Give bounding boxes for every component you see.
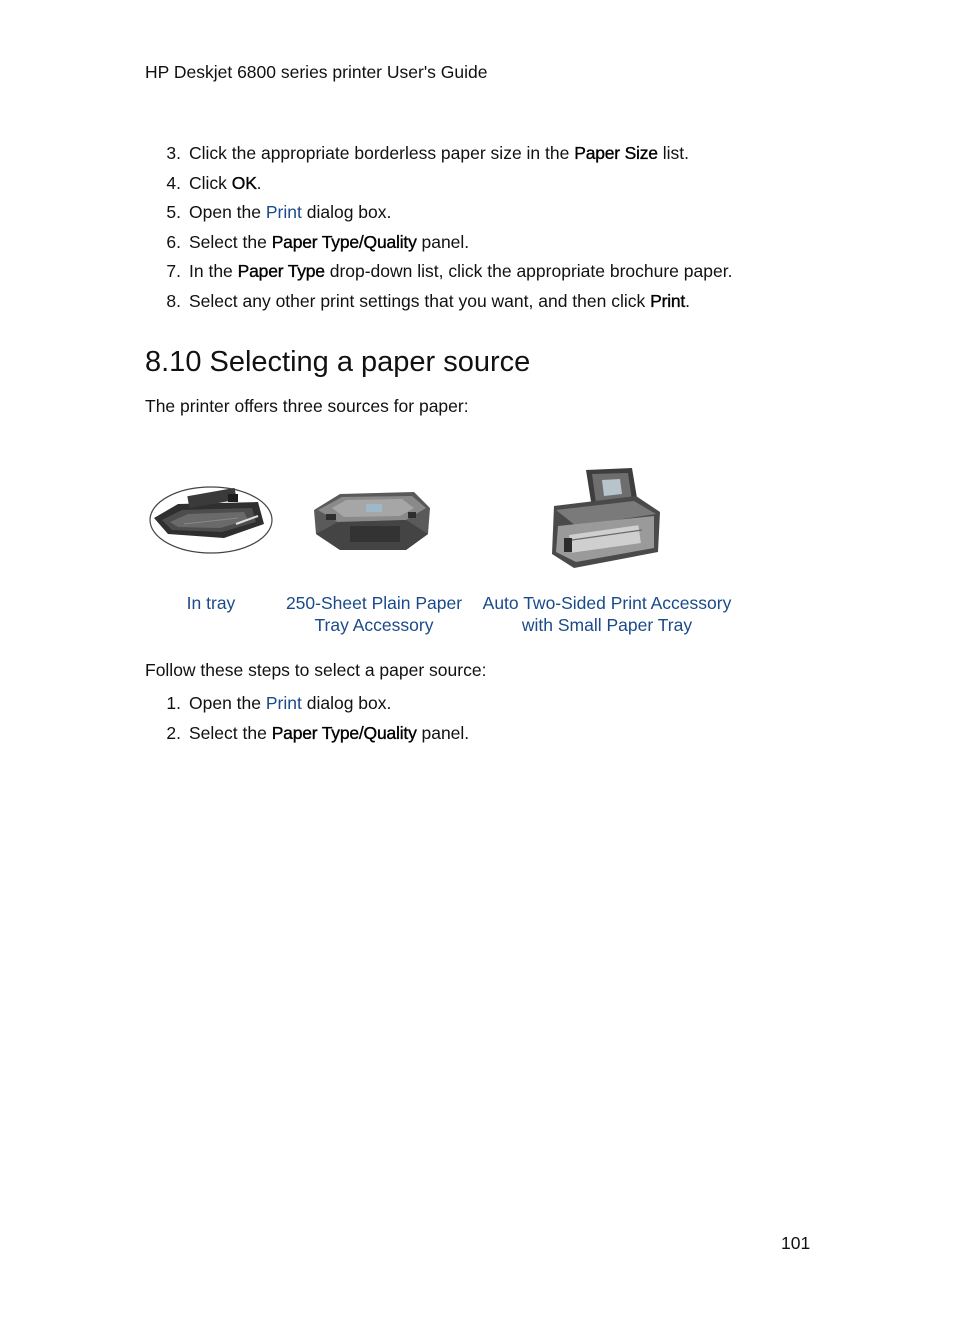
step-text: dialog box. bbox=[301, 202, 392, 222]
list-item bbox=[145, 143, 732, 173]
list-item bbox=[145, 291, 732, 321]
step-text: panel. bbox=[416, 722, 470, 743]
list-item bbox=[145, 232, 732, 262]
two-sided-accessory-illustration[interactable] bbox=[546, 466, 664, 576]
in-tray-illustration[interactable] bbox=[148, 484, 276, 556]
step-number: 2. bbox=[166, 722, 181, 743]
list-item bbox=[145, 261, 732, 291]
step-text: . bbox=[685, 290, 690, 311]
ui-keyword: Paper Size bbox=[574, 143, 658, 163]
caption-line[interactable]: 250-Sheet Plain Paper bbox=[285, 593, 463, 613]
step-text: Select any other print settings that you want, and then click bbox=[189, 290, 651, 311]
print-dialog-link[interactable]: Print bbox=[265, 202, 302, 222]
source-caption-in-tray[interactable] bbox=[170, 592, 252, 614]
running-header: HP Deskjet 6800 series printer User's Guide bbox=[145, 62, 488, 82]
ui-keyword: Print bbox=[650, 290, 686, 311]
plain-paper-tray-illustration[interactable] bbox=[310, 488, 434, 554]
steps-list-top bbox=[145, 143, 732, 320]
intro-text: The printer offers three sources for paper: bbox=[145, 396, 469, 416]
list-item bbox=[145, 202, 732, 232]
caption-line[interactable]: Auto Two-Sided Print Accessory bbox=[482, 593, 732, 613]
step-number: 5. bbox=[166, 202, 181, 222]
follow-steps-text: Follow these steps to select a paper source: bbox=[145, 660, 487, 680]
print-dialog-link[interactable]: Print bbox=[265, 693, 302, 713]
step-text: In the bbox=[189, 261, 238, 281]
step-text: list. bbox=[657, 143, 689, 163]
step-text: . bbox=[256, 172, 262, 193]
steps-list-bottom bbox=[145, 693, 469, 752]
step-number: 8. bbox=[166, 290, 181, 311]
list-item bbox=[145, 693, 469, 723]
ui-keyword: OK bbox=[231, 172, 257, 193]
source-caption-250-sheet-tray[interactable] bbox=[276, 592, 472, 636]
page-number: 101 bbox=[781, 1233, 811, 1253]
caption-line[interactable]: In tray bbox=[186, 593, 236, 613]
step-text: Click bbox=[189, 172, 232, 193]
step-number: 6. bbox=[166, 231, 181, 252]
source-caption-two-sided-accessory[interactable] bbox=[472, 592, 742, 636]
caption-line[interactable]: with Small Paper Tray bbox=[521, 615, 693, 635]
step-text: panel. bbox=[416, 231, 470, 252]
step-text: drop-down list, click the appropriate brochure paper. bbox=[324, 261, 733, 281]
step-text: Open the bbox=[189, 202, 266, 222]
step-number: 4. bbox=[166, 172, 181, 193]
list-item bbox=[145, 173, 732, 203]
ui-keyword: Paper Type bbox=[237, 261, 325, 281]
step-number: 1. bbox=[166, 693, 181, 713]
ui-keyword: Paper Type/Quality bbox=[271, 722, 417, 743]
ui-keyword: Paper Type/Quality bbox=[271, 231, 417, 252]
section-title: 8.10 Selecting a paper source bbox=[145, 346, 531, 378]
step-text: Select the bbox=[189, 231, 272, 252]
step-text: Select the bbox=[189, 722, 272, 743]
caption-line[interactable]: Tray Accessory bbox=[314, 615, 434, 635]
step-text: Open the bbox=[189, 693, 266, 713]
step-text: Click the appropriate borderless paper size in the bbox=[189, 143, 575, 163]
step-text: dialog box. bbox=[301, 693, 392, 713]
step-number: 7. bbox=[166, 261, 181, 281]
list-item bbox=[145, 723, 469, 753]
step-number: 3. bbox=[166, 143, 181, 163]
